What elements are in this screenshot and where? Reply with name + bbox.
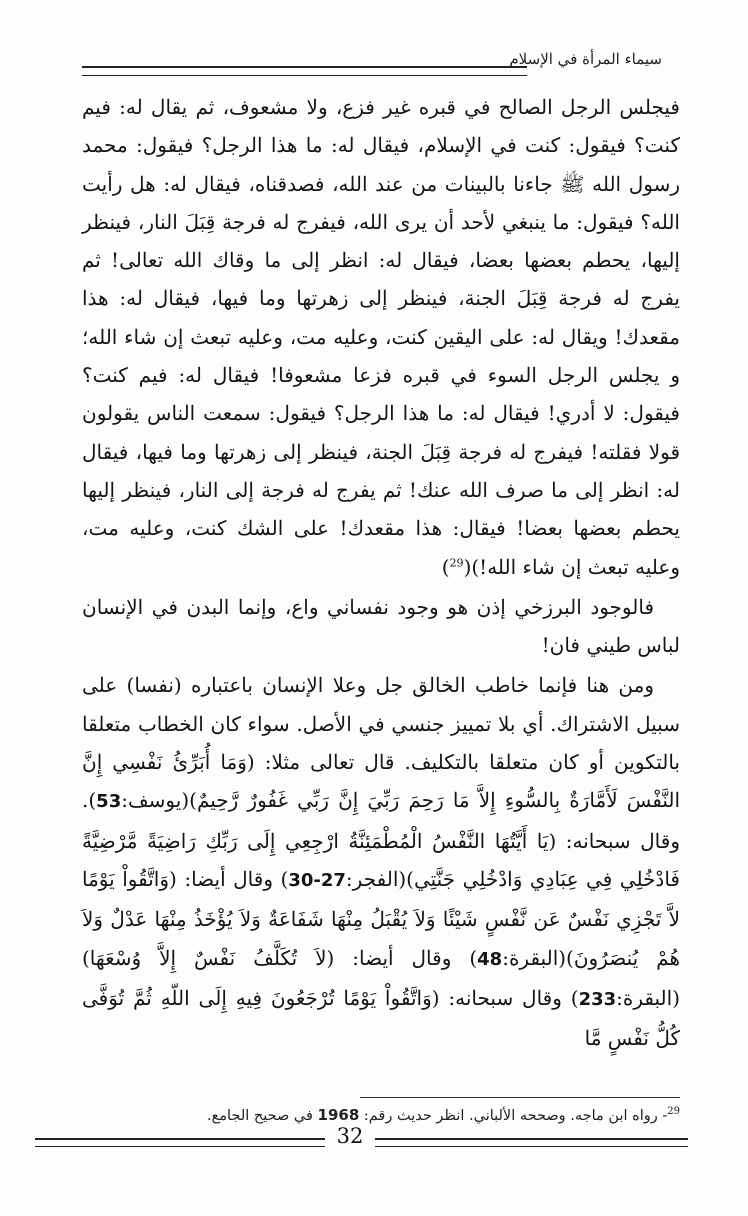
paragraph-nafs-text-3: ) وقال أيضا: (وَاتَّقُواْ يَوْمًا لاَّ تَجْزِي نَفْسٌ عَن نَّفْسٍ شَيْئًا وَلاَ يُقْبَلُ مِنْهَا شَفَاعَةٌ وَلاَ يُؤْخَذُ مِنْهَا عَدْلٌ وَلاَ هُمْ يُنصَرُونَ)(البقرة: <box>82 866 681 970</box>
footnote <box>90 1106 680 1124</box>
footnote-number: 29 <box>667 1106 680 1118</box>
footer-rule-left <box>35 1138 325 1147</box>
paragraph-barzakh: فالوجود البرزخي إذن هو وجود نفساني واع، وإنما البدن في الإنسان لباس طيني فان! <box>82 594 680 658</box>
verse-number: 48 <box>477 948 503 970</box>
footnote-reference[interactable]: 29 <box>449 555 464 569</box>
paragraph-hadith <box>82 88 680 586</box>
paragraph-nafs-text-4: ) وقال أيضا: (لاَ تُكَلَّفُ نَفْسٌ إِلاَّ وُسْعَهَا)(البقرة: <box>82 945 680 1010</box>
footnote-hadith-number: 1968 <box>317 1106 360 1124</box>
paragraph-hadith-close: ) <box>441 554 450 579</box>
paragraph-nafs-text-5: ) وقال سبحانه: (وَاتَّقُواْ يَوْمًا تُرْجَعُونَ فِيهِ إِلَى اللّهِ ثُمَّ تُوَفَّى كُلُّ نَفْسٍ مَّا <box>82 985 680 1051</box>
running-header-title: سيماء المرأة في الإسلام <box>509 50 662 68</box>
paragraph-nafs-text-2: ). وقال سبحانه: (يَا أَيَّتُهَا النَّفْسُ الْمُطْمَئِنَّةُ ارْجِعِي إِلَى رَبِّكِ رَاضِيَةً مَّرْضِيَّةً فَادْخُلِي فِي عِبَادِي وَادْخُلِي جَنَّتِي)(الفجر: <box>82 788 680 891</box>
body-text <box>82 88 680 1057</box>
footnote-text-1: - رواه ابن ماجه. وصححه الألباني. انظر حديث رقم: <box>359 1108 668 1124</box>
footnote-separator <box>360 1097 680 1098</box>
footnote-text-2: في صحيح الجامع. <box>206 1108 318 1124</box>
paragraph-hadith-text: فيجلس الرجل الصالح في قبره غير فزع، ولا مشعوف، ثم يقال له: فيم كنت؟ فيقول: كنت في الإسلام، فيقال له: ما هذا الرجل؟ فيقول: محمد رسول الله ﷺ جاءنا بالبينات من عند الله، فصدقناه، فيقال له: هل رأيت الله؟ فيقول: ما ينبغي لأحد أن يرى الله، فيفرج له فرجة قِبَلَ النار، فينظر إليها، يحطم بعضها بعضا، فيقال له: انظر إلى ما وقاك الله تعالى! ثم يفرج له فرجة قِبَلَ الجنة، فينظر إلى زهرتها وما فيها، فيقال له: هذا مقعدك! ويقال له: على اليقين كنت، وعليه مت، وعليه تبعث إن شاء الله؛ و يجلس الرجل السوء في قبره فزعا مشعوفا! فيقال له: فيم كنت؟ فيقول: لا أدري! فيقال له: ما هذا الرجل؟ فيقول: سمعت الناس يقولون قولا فقلته! فيفرج له فرجة قِبَلَ الجنة، فينظر إلى زهرتها وما فيها، فيقال له: انظر إلى ما صرف الله عنك! ثم يفرج له فرجة إلى النار، فينظر إليها يحطم بعضها بعضا! فيقال: هذا مقعدك! على الشك كنت، وعليه مت، وعليه تبعث إن شاء الله!)( <box>82 95 680 579</box>
verse-number: 53 <box>96 791 122 813</box>
paragraph-nafs <box>82 666 680 1057</box>
footer-rule-right <box>375 1138 688 1147</box>
header-double-rule <box>82 66 527 76</box>
verse-number: 233 <box>578 988 617 1010</box>
paragraph-nafs-text-1: ومن هنا فإنما خاطب الخالق جل وعلا الإنسان باعتباره (نفسا) على سبيل الاشتراك. أي بلا تمييز جنسي في الأصل. سواء كان الخطاب متعلقا بالتكوين أو كان متعلقا بالتكليف. قال تعالى مثلا: (وَمَا أُبَرِّئُ نَفْسِي إِنَّ النَّفْسَ لَأَمَّارَةٌ بِالسُّوءِ إِلاَّ مَا رَحِمَ رَبِّيَ إِنَّ رَبِّي غَفُورٌ رَّحِيمٌ)(يوسف: <box>82 673 680 813</box>
verse-number: 27-30 <box>288 869 346 891</box>
page-number: 32 <box>336 1124 364 1148</box>
